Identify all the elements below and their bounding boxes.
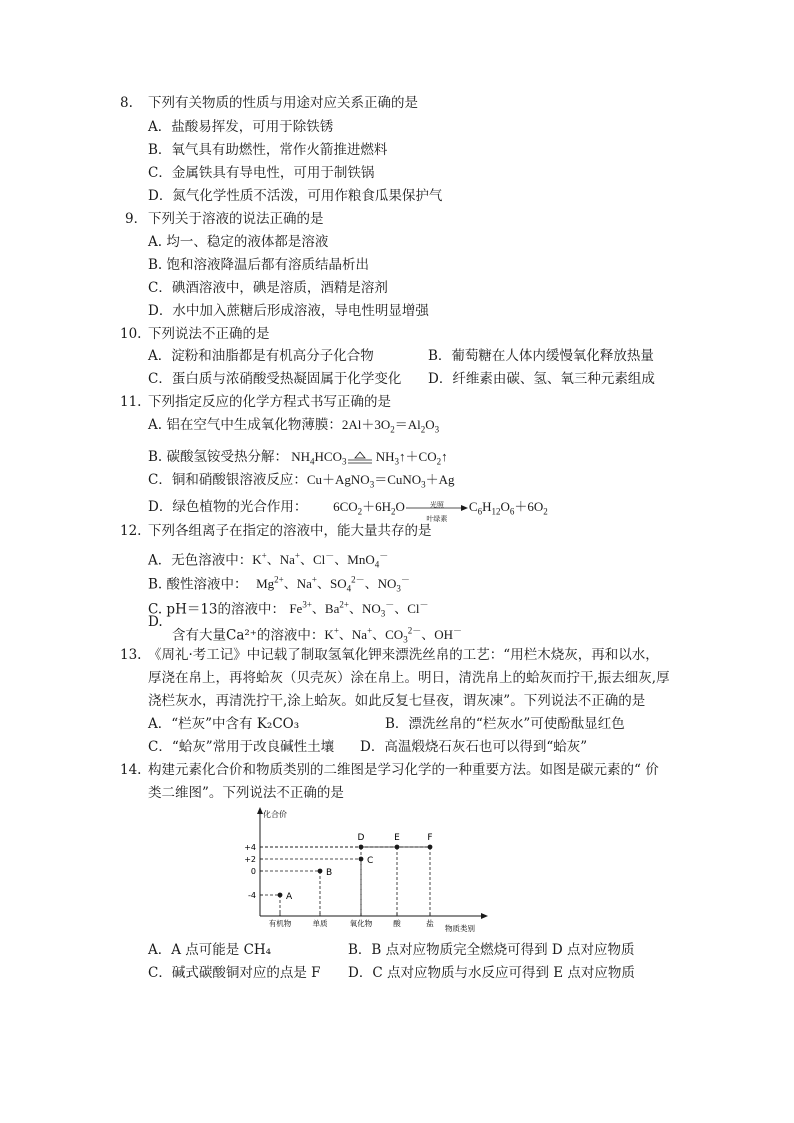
y-tick-label: 0: [250, 867, 256, 876]
option-label: C. pH＝13的溶液中：: [148, 601, 286, 618]
question-stem: 下列各组离子在指定的溶液中，能大量共存的是: [148, 523, 432, 539]
option-b: B. 饱和溶液降温后都有溶质结晶析出: [148, 257, 370, 273]
option-a: A. 均一、稳定的液体都是溶液: [148, 234, 329, 250]
x-tick-label: 单质: [312, 919, 328, 928]
ions-a: K+、Na+、Cl－、MnO$_4$－: [252, 551, 389, 570]
option-c: [148, 595, 429, 624]
valence-category-chart: [230, 803, 500, 935]
option-d-letter: D.: [148, 614, 163, 630]
option-a: [148, 415, 439, 440]
option-label: A. 铝在空气中生成氧化物薄膜：: [148, 417, 342, 433]
y-tick-label: +2: [244, 855, 256, 864]
option-label: D．绿色植物的光合作用：: [148, 499, 308, 515]
question-stem-line: 厚浇在帛上，再将蛤灰（贝壳灰）涂在帛上。明日，清洗帛上的蛤灰而拧干,振去细灰,厚: [148, 670, 670, 686]
option-a: A．A 点可能是 CH₄: [148, 942, 272, 958]
point-label: F: [427, 833, 433, 843]
point-label: A: [286, 892, 293, 902]
x-tick-label: 氧化物: [349, 919, 373, 928]
option-label: A．无色溶液中：: [148, 552, 253, 569]
equation-a: $2Al+3O_2=Al_2O_3$: [341, 417, 440, 435]
point-label: E: [394, 833, 400, 843]
option-c: C．碘酒溶液中，碘是溶质，酒精是溶剂: [148, 280, 388, 296]
question-number: 12.: [120, 523, 142, 539]
reaction-arrow: 光照 叶绿素: [405, 499, 469, 517]
equation-c: Cu＋AgNO$_3$＝CuNO$_3$＋Ag: [306, 472, 455, 490]
point-label: C: [367, 856, 374, 866]
question-stem: 下列指定反应的化学方程式书写正确的是: [148, 394, 391, 410]
option-c: [148, 470, 455, 495]
ions-b: $Mg^{2+}$、Na+、$SO_4^{2-}$、$NO_3^-$: [256, 575, 410, 594]
y-tick-label: +4: [244, 843, 256, 852]
option-label: 含有大量Ca²⁺的溶液中：: [172, 627, 325, 644]
y-tick-label: -4: [248, 891, 256, 900]
option-d: D．氮气化学性质不活泼，可用作粮食瓜果保护气: [148, 188, 443, 204]
option-c: C．金属铁具有导电性，可用于制铁锅: [148, 165, 375, 181]
option-d: [148, 497, 548, 522]
question-number: 8.: [120, 95, 133, 111]
question-number: 10.: [120, 326, 142, 342]
question-number: 9．: [125, 211, 148, 227]
x-tick-label: 有机物: [268, 919, 292, 928]
equation-d: $6CO_2+6H_2O$ 光照 叶绿素 $C_6H_{12}O_6+6O_2$: [333, 499, 548, 524]
question-stem: 下列有关物质的性质与用途对应关系正确的是: [148, 95, 418, 111]
option-d: D．高温煅烧石灰石也可以得到“蛤灰”: [360, 739, 588, 755]
option-c: C．碱式碳酸铜对应的点是 F: [148, 965, 321, 981]
x-tick-label: 盐: [426, 919, 434, 928]
ions-d: K+、Na+、$CO_3^{2-}$、OH－: [324, 626, 463, 645]
x-tick-label: 酸: [393, 919, 401, 928]
option-c: C．“蛤灰”常用于改良碱性土壤: [148, 739, 335, 755]
x-axis-arrow: [481, 913, 488, 919]
question-stem-line: 浇栏灰水，再清洗拧干,涂上蛤灰。如此反复七昼夜，谓灰凍”。下列说法不正确的是: [148, 693, 646, 709]
option-a: A．“栏灰”中含有 K₂CO₃: [148, 716, 300, 732]
question-number: 13.: [120, 647, 142, 663]
point-label: B: [326, 868, 333, 878]
data-point: [318, 869, 323, 874]
option-d: D．纤维素由碳、氢、氧三种元素组成: [428, 371, 655, 387]
option-c: C．蛋白质与浓硝酸受热凝固属于化学变化: [148, 371, 402, 387]
question-stem: 下列关于溶液的说法正确的是: [148, 211, 324, 227]
equation-b: $NH_4HCO_3$ $NH_3↑+CO_2↑$: [288, 449, 448, 467]
question-number: 11.: [120, 394, 142, 410]
point-label: D: [357, 833, 365, 843]
option-b: B．漂洗丝帛的“栏灰水”可使酚酞显红色: [385, 716, 625, 732]
question-stem-line: 构建元素化合价和物质类别的二维图是学习化学的一种重要方法。如图是碳元素的“ 价: [148, 762, 659, 778]
option-a: A．盐酸易挥发，可用于除铁锈: [148, 119, 334, 135]
option-label: B. 酸性溶液中：: [148, 576, 248, 593]
x-axis-label: 物质类别: [445, 924, 475, 933]
ions-c: $Fe^{3+}$、$Ba^{2+}$、$NO_3^-$、Cl－: [289, 600, 429, 619]
option-b: B．B 点对应物质完全燃烧可得到 D 点对应物质: [348, 942, 635, 958]
question-stem-line: 《周礼·考工记》中记载了制取氢氧化钾来漂洗丝帛的工艺：“用栏木烧灰，再和以水，: [148, 647, 659, 663]
option-b: B．氧气具有助燃性，常作火箭推进燃料: [148, 142, 388, 158]
question-stem: 下列说法不正确的是: [148, 326, 270, 342]
option-d: D．C 点对应物质与水反应可得到 E 点对应物质: [348, 965, 635, 981]
option-d: D．水中加入蔗糖后形成溶液，导电性明显增强: [148, 303, 429, 319]
option-a: A．淀粉和油脂都是有机高分子化合物: [148, 348, 374, 364]
option-b: [148, 447, 448, 472]
question-number: 14.: [120, 762, 142, 778]
option-b: B．葡萄糖在人体内缓慢氧化释放热量: [428, 348, 654, 364]
y-axis-label: 化合价: [263, 810, 287, 819]
option-label: B. 碳酸氢铵受热分解：: [148, 449, 289, 465]
question-stem-line: 类二维图”。下列说法不正确的是: [148, 785, 344, 801]
data-point: [278, 893, 283, 898]
option-label: C．铜和硝酸银溶液反应：: [148, 472, 307, 488]
